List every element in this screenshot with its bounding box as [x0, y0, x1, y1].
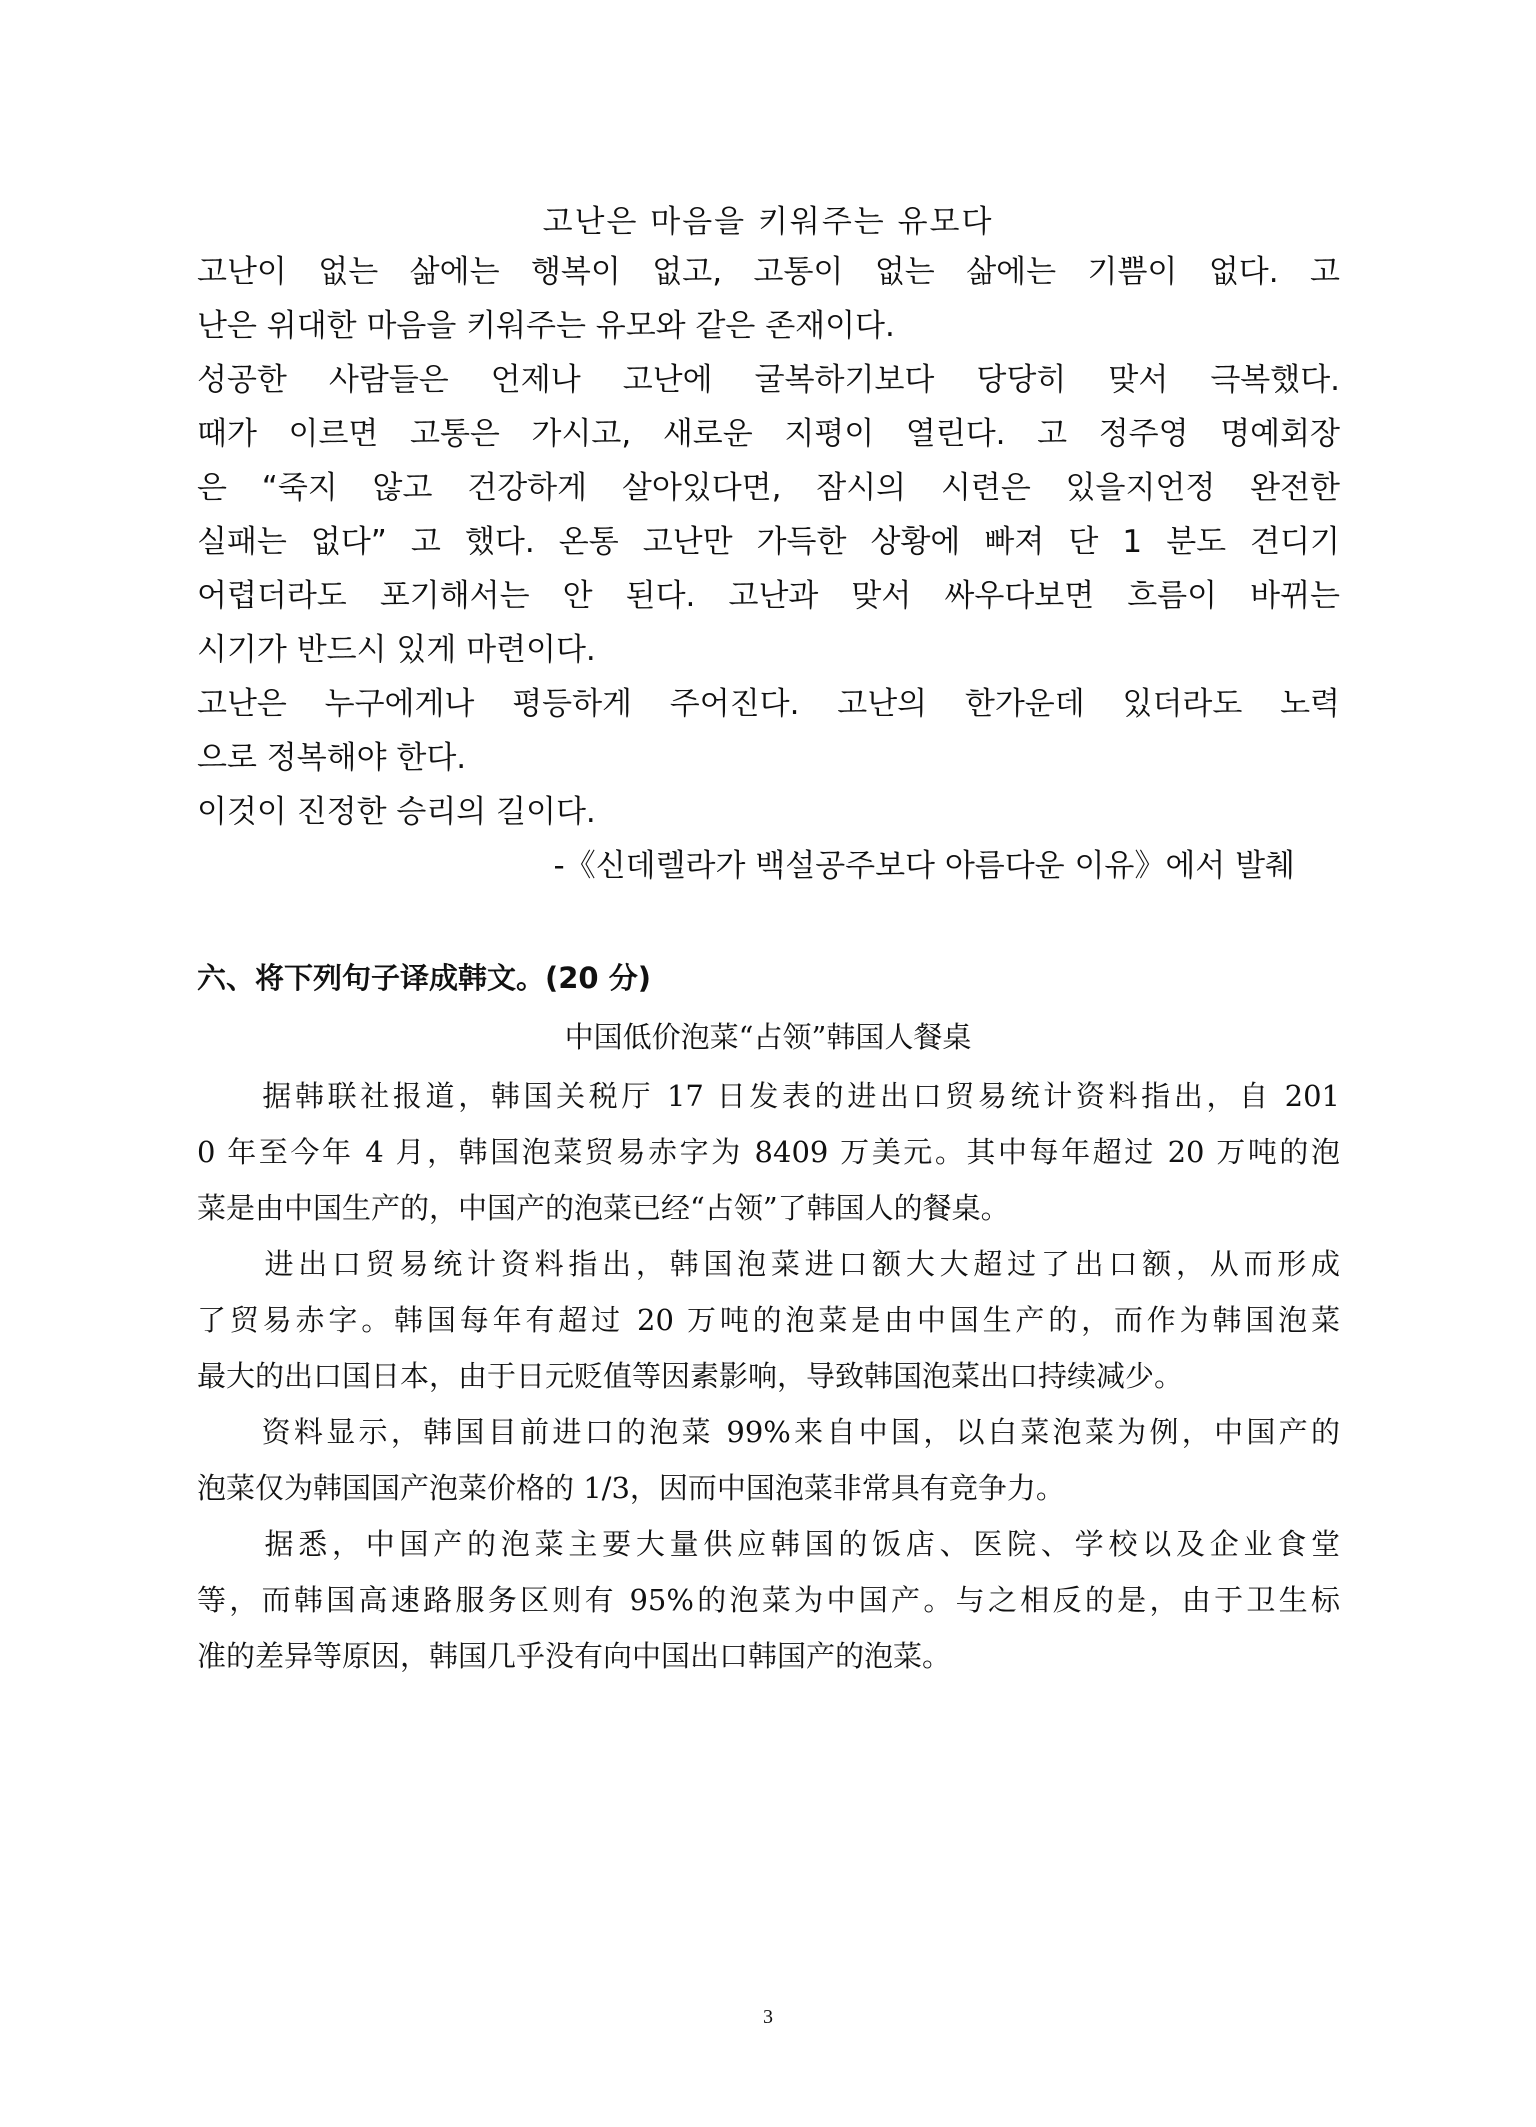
text-line: 菜是由中国生产的，中国产的泡菜已经“占领”了韩国人的餐桌。	[197, 1191, 1010, 1225]
text-line: 때가 이르면 고통은 가시고, 새로운 지평이 열린다. 고 정주영 명예회장	[197, 416, 1340, 452]
text-line: 이것이 진정한 승리의 길이다.	[197, 794, 596, 830]
text-line: 泡菜仅为韩国国产泡菜价格的 1/3，因而中国泡菜非常具有竞争力。	[197, 1471, 1065, 1505]
chinese-passage-title: 中国低价泡菜“占领”韩国人餐桌	[564, 1020, 972, 1054]
section-heading: 六、将下列句子译成韩文。(20 分)	[197, 961, 651, 995]
text-line: 最大的出口国日本，由于日元贬值等因素影响，导致韩国泡菜出口持续减少。	[197, 1359, 1184, 1393]
korean-passage-body	[197, 245, 1340, 893]
text-line: 了贸易赤字。韩国每年有超过 20 万吨的泡菜是由中国生产的，而作为韩国泡菜	[197, 1303, 1340, 1337]
text-line: 据韩联社报道，韩国关税厅 17 日发表的进出口贸易统计资料指出，自 201	[197, 1079, 1340, 1113]
korean-passage-title: 고난은 마음을 키워주는 유모다	[542, 204, 994, 240]
text-line: 고난이 없는 삶에는 행복이 없고, 고통이 없는 삶에는 기쁨이 없다. 고	[197, 254, 1340, 290]
text-line: 进出口贸易统计资料指出，韩国泡菜进口额大大超过了出口额，从而形成	[197, 1247, 1340, 1281]
text-line: 시기가 반드시 있게 마련이다.	[197, 632, 596, 668]
text-line: 실패는 없다” 고 했다. 온통 고난만 가득한 상황에 빠져 단 1 분도 견디기	[197, 524, 1340, 560]
text-line: 어렵더라도 포기해서는 안 된다. 고난과 맞서 싸우다보면 흐름이 바뀌는	[197, 578, 1340, 614]
text-line: 으로 정복해야 한다.	[197, 740, 467, 776]
text-line: 고난은 누구에게나 평등하게 주어진다. 고난의 한가운데 있더라도 노력	[197, 686, 1340, 722]
text-line: 난은 위대한 마음을 키워주는 유모와 같은 존재이다.	[197, 308, 895, 344]
text-line: 准的差异等原因，韩国几乎没有向中国出口韩国产的泡菜。	[197, 1639, 952, 1673]
text-line: 据悉，中国产的泡菜主要大量供应韩国的饭店、医院、学校以及企业食堂	[197, 1527, 1340, 1561]
page-number: 3	[763, 2006, 773, 2028]
text-line: 은 “죽지 않고 건강하게 살아있다면, 잠시의 시련은 있을지언정 완전한	[197, 470, 1340, 506]
text-line: 资料显示，韩国目前进口的泡菜 99%来自中国，以白菜泡菜为例，中国产的	[197, 1415, 1340, 1449]
text-line: 성공한 사람들은 언제나 고난에 굴복하기보다 당당히 맞서 극복했다.	[197, 362, 1340, 398]
text-line: 等，而韩国高速路服务区则有 95%的泡菜为中国产。与之相反的是，由于卫生标	[197, 1583, 1340, 1617]
text-line: 0 年至今年 4 月，韩国泡菜贸易赤字为 8409 万美元。其中每年超过 20 万吨的泡	[197, 1135, 1340, 1169]
source-citation: -《신데렐라가 백설공주보다 아름다운 이유》에서 발췌	[553, 848, 1295, 884]
chinese-passage-body	[197, 1068, 1340, 1684]
